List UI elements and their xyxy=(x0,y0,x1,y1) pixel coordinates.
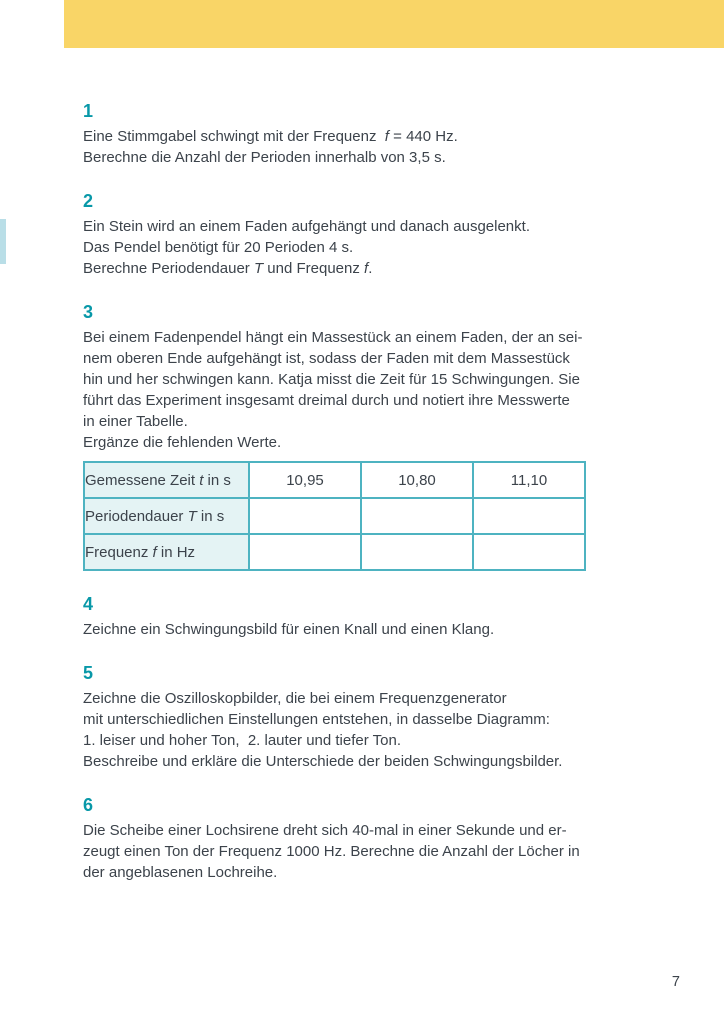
chapter-tab-marker xyxy=(0,219,6,264)
task-2 xyxy=(83,190,603,279)
table-cell: 11,10 xyxy=(473,462,585,498)
text-segment: und Frequenz xyxy=(263,260,365,277)
task-6 xyxy=(83,794,603,883)
text-segment: = 440 Hz. xyxy=(388,128,458,145)
variable-f: f xyxy=(364,260,369,277)
table-row xyxy=(84,462,585,498)
task-text-line: 1. leiser und hoher Ton, 2. lauter und tiefer Ton. xyxy=(83,732,401,749)
task-text-line: Beschreibe und erkläre die Unterschiede der beiden Schwingungsbilder. xyxy=(83,753,563,770)
page-number: 7 xyxy=(671,974,680,990)
table-cell: 10,80 xyxy=(361,462,473,498)
task-text-line: Das Pendel benötigt für 20 Perioden 4 s. xyxy=(83,239,354,256)
task-4 xyxy=(83,593,603,640)
task-5 xyxy=(83,662,603,772)
text-segment: in s xyxy=(196,507,225,525)
task-text-line: nem oberen Ende aufgehängt ist, sodass der Faden mit dem Massestück xyxy=(83,350,570,367)
table-cell-empty xyxy=(473,534,585,570)
measurement-table xyxy=(83,461,586,571)
table-row xyxy=(84,534,585,570)
task-number: 4 xyxy=(83,594,94,614)
text-segment: in Hz xyxy=(156,543,196,561)
task-text-line: führt das Experiment insgesamt dreimal durch und notiert ihre Messwerte xyxy=(83,392,570,409)
variable-t: t xyxy=(199,471,204,489)
text-segment: Gemessene Zeit xyxy=(85,471,200,489)
task-text-line xyxy=(83,258,603,279)
table-cell-empty xyxy=(361,534,473,570)
table-cell-empty xyxy=(249,534,361,570)
variable-f: f xyxy=(152,543,157,561)
task-number: 3 xyxy=(83,302,94,322)
table-cell-empty xyxy=(361,498,473,534)
table-row-label xyxy=(84,534,249,570)
variable-T: T xyxy=(187,507,197,525)
text-segment: in s xyxy=(203,471,231,489)
task-3 xyxy=(83,301,603,571)
task-number: 6 xyxy=(83,795,94,815)
exercise-content xyxy=(83,100,603,883)
text-segment: Periodendauer xyxy=(85,507,188,525)
table-cell-empty xyxy=(249,498,361,534)
task-number: 5 xyxy=(83,663,94,683)
table-cell-empty xyxy=(473,498,585,534)
task-text-line: der angeblasenen Lochreihe. xyxy=(83,864,278,881)
task-text-line: Ergänze die fehlenden Werte. xyxy=(83,434,282,451)
task-text-line: Ein Stein wird an einem Faden aufgehängt und danach ausgelenkt. xyxy=(83,218,530,235)
task-1 xyxy=(83,100,603,168)
task-number: 2 xyxy=(83,191,94,211)
text-segment: Eine Stimmgabel schwingt mit der Frequenz xyxy=(83,128,385,145)
task-text-line: Die Scheibe einer Lochsirene dreht sich 40-mal in einer Sekunde und er- xyxy=(83,822,567,839)
text-segment: Berechne Periodendauer xyxy=(83,260,254,277)
variable-f: f xyxy=(384,128,389,145)
table-row xyxy=(84,498,585,534)
task-text-line: hin und her schwingen kann. Katja misst die Zeit für 15 Schwingungen. Sie xyxy=(83,371,580,388)
task-text-line: Zeichne die Oszilloskopbilder, die bei einem Frequenzgenerator xyxy=(83,690,507,707)
table-cell: 10,95 xyxy=(249,462,361,498)
task-text-line: mit unterschiedlichen Einstellungen entstehen, in dasselbe Diagramm: xyxy=(83,711,550,728)
text-segment: . xyxy=(368,260,373,277)
variable-T: T xyxy=(253,260,264,277)
task-text-line: zeugt einen Ton der Frequenz 1000 Hz. Berechne die Anzahl der Löcher in xyxy=(83,843,580,860)
text-segment: Frequenz xyxy=(85,543,153,561)
task-text-line: Bei einem Fadenpendel hängt ein Massestück an einem Faden, der an sei- xyxy=(83,329,583,346)
header-color-band xyxy=(64,0,724,48)
task-text-line xyxy=(83,126,603,147)
task-text-line: Berechne die Anzahl der Perioden innerhalb von 3,5 s. xyxy=(83,149,446,166)
table-row-label xyxy=(84,498,249,534)
task-number: 1 xyxy=(83,101,94,121)
table-row-label xyxy=(84,462,249,498)
task-text-line: in einer Tabelle. xyxy=(83,413,188,430)
task-text-line: Zeichne ein Schwingungsbild für einen Knall und einen Klang. xyxy=(83,621,495,638)
